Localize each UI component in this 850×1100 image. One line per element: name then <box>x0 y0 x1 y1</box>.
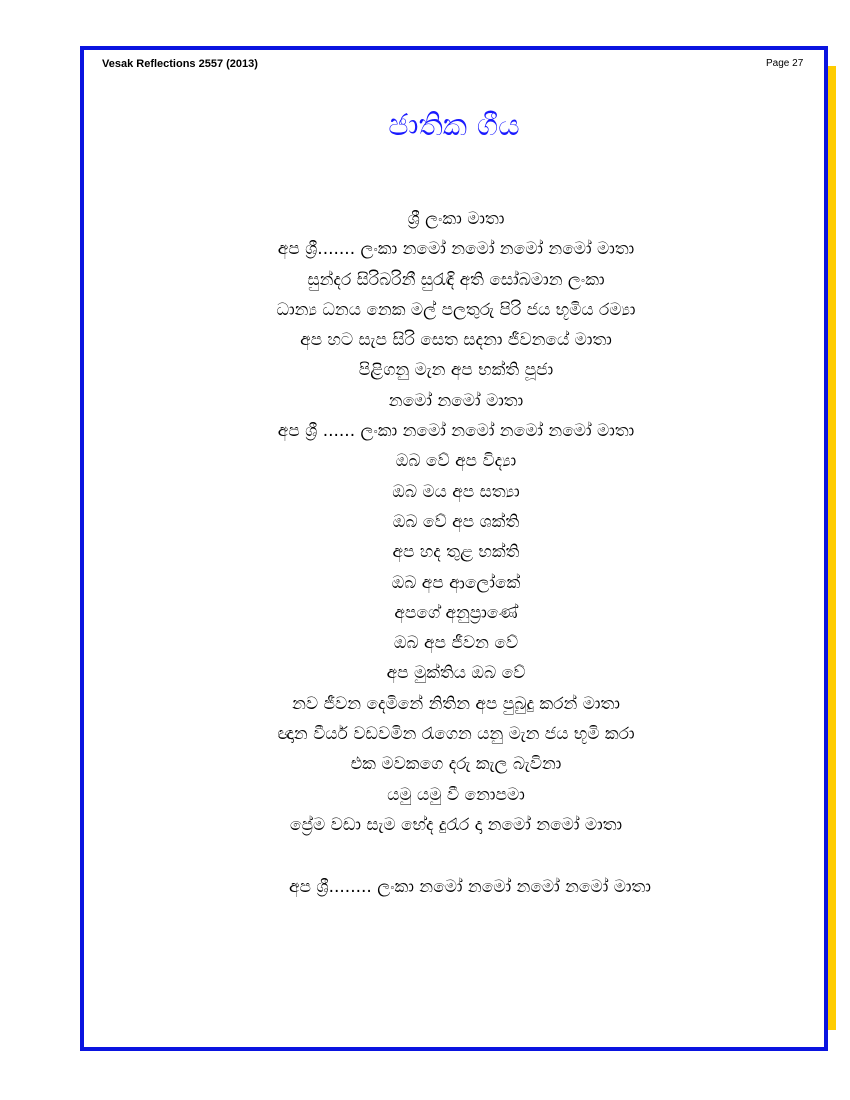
anthem-verses <box>84 204 828 840</box>
verse-line: ශ්‍රී ලංකා මාතා <box>407 209 505 229</box>
verse-line: නව ජීවන දෙමිනේ නිතින අප පුබුදු කරන් මාතා <box>292 693 620 714</box>
verse-line: අප ශ්‍රී....... ලංකා නමෝ නමෝ නමෝ නමෝ මාතා <box>277 239 635 260</box>
verse-line: නමෝ නමෝ මාතා <box>388 390 524 411</box>
verse-line: අප මුක්තිය ඔබ වේ <box>386 663 526 684</box>
verse-line: ධාන්‍ය ධනය නෙක මල් පලතුරු පිරි ජය භූමිය රම්‍යා <box>276 299 636 320</box>
verse-line: සුන්දර සිරිබරිනී සුරැඳි අති සෝබමාන ලංකා <box>307 269 605 290</box>
page-number: Page 27 <box>766 58 804 69</box>
verse-line: ඔබ අප ආලෝකේ <box>391 572 521 593</box>
closing-refrain: අප ශ්‍රී........ ලංකා නමෝ නමෝ නමෝ නමෝ මාතා <box>289 877 651 897</box>
verse-line: ඔබ අප ජීවන වේ <box>393 633 519 654</box>
verse-line: අපගේ අනුප්‍රාණේ <box>394 602 518 623</box>
verse-line: ප්‍රේම වඩා සැම භේද දුරැර දා නමෝ නමෝ මාතා <box>289 814 623 835</box>
verse-line: අප හට සැප සිරි සෙත සදනා ජීවනයේ මාතා <box>300 330 612 351</box>
verse-line: අප හද තුළ භක්ති <box>392 542 520 563</box>
verse-line: පිළිගනු මැන අප භක්ති පූජා <box>358 360 554 381</box>
verse-line: ඥාන වීර්ය වඩවමින රැගෙන යනු මැන ජය භූමි කරා <box>277 724 635 745</box>
verse-line: යමු යමු වී නොපමා <box>387 784 525 805</box>
verse-line: අප ශ්‍රී ...... ලංකා නමෝ නමෝ නමෝ නමෝ මාතා <box>277 421 635 442</box>
page-title: ජාතික ගීය <box>388 108 520 143</box>
publication-header: Vesak Reflections 2557 (2013) <box>102 58 258 70</box>
verse-line: ඔබ වේ අප ශක්ති <box>392 511 520 532</box>
verse-line: ඔබ වේ අප විද්‍යා <box>395 451 517 472</box>
verse-line: ඔබ මය අප සත්‍යා <box>392 481 520 502</box>
verse-line: එක මවකගෙ දරු කැල බැවිනා <box>350 754 562 775</box>
